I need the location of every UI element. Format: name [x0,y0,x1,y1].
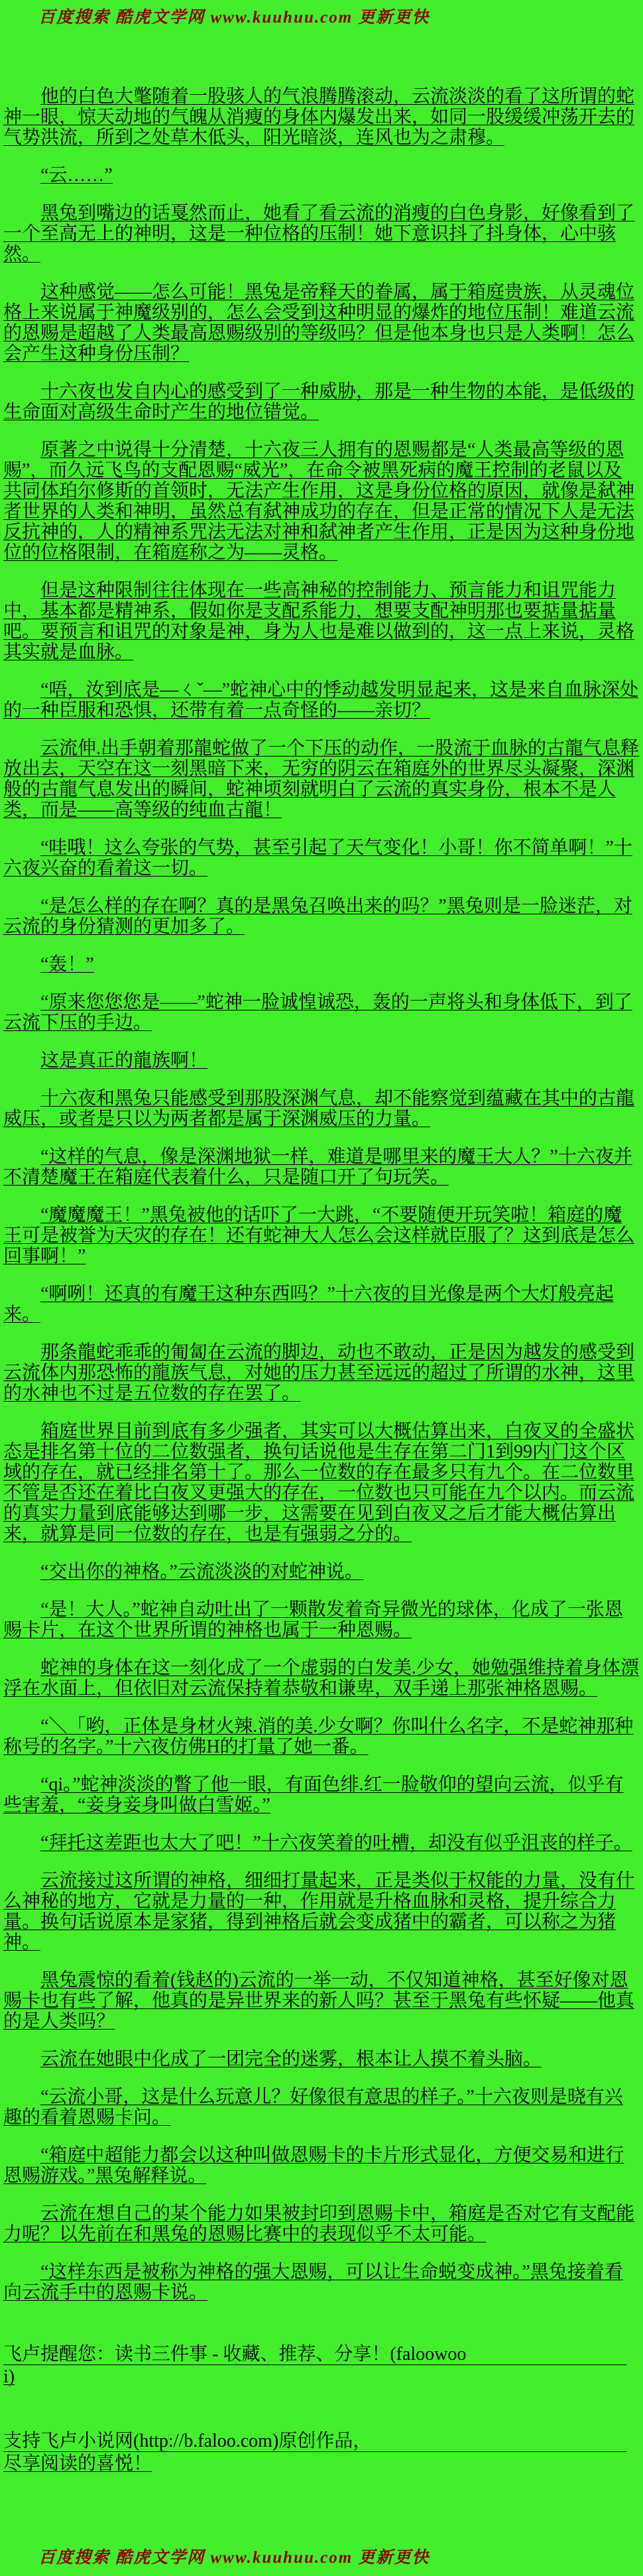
paragraph: 黑兔震惊的看着(钱赵的)云流的一举一动，不仅知道神格，甚至好像对恩赐卡也有些了解，他真的是异世界来的新人吗？甚至于黑兔有些怀疑——他真的是人类吗？ [3,1970,635,2032]
paragraph: “是！大人。”蛇神自动吐出了一颗散发着奇异微光的球体，化成了一张恩赐卡片，在这个世界所谓的神格也属于一种恩赐。 [3,1599,623,1640]
chapter-body [0,28,643,2327]
reading-reminder [3,2344,640,2388]
paragraph: 云流接过这所谓的神格，细细打量起来，正是类似于权能的力量，没有什么神秘的地方，它就是力量的一种，作用就是升格血脉和灵格，提升综合力量。换句话说原本是家猪，得到神格后就会变成猪中的霸者，可以称之为猪神。 [3,1871,635,1953]
paragraph: 但是这种限制往往体现在一些高神秘的控制能力、预言能力和诅咒能力中，基本都是精神系，假如你是支配系能力，想要支配神明那也要掂量掂量吧。要预言和诅咒的对象是神，身为人也是难以做到的，这一点上来说，灵格其实就是血脉。 [3,580,635,662]
paragraph: “轰！” [40,954,94,975]
publisher-notices [0,2327,643,2544]
paragraph: 这种感觉——怎么可能！黑兔是帝释天的眷属，属于箱庭贵族，从灵魂位格上来说属于神魔级别的，怎么会受到这种明显的爆炸的地位压制！难道云流的恩赐是超越了人类最高恩赐级别的等级吗？但是他本身也只是人类啊！怎么会产生这种身份压制？ [3,282,635,364]
paragraph: “唔，汝到底是—ㄑˇ—”蛇神心中的悸动越发明显起来，这是来自血脉深处的一种臣服和恐惧，还带有着一点奇怪的——亲切？ [3,680,639,721]
paragraph: 那条龍蛇乖乖的匍匐在云流的脚边，动也不敢动，正是因为越发的感受到云流体内那恐怖的龍族气息，对她的压力甚至远远的超过了所谓的水神，这里的水神也不过是五位数的存在罢了。 [3,1342,635,1404]
paragraph: 云流在她眼中化成了一团完全的迷雾，根本让人摸不着头脑。 [40,2049,542,2069]
paragraph: “qi。”蛇神淡淡的瞥了他一眼，有面色绯.红一脸敬仰的望向云流，似乎有些害羞，“妾身妾身叫做白雪姬。” [3,1774,624,1815]
paragraph: 箱庭世界目前到底有多少强者，其实可以大概估算出来，白夜叉的全盛状态是排名第十位的二位数强者，换句话说他是生存在第二门1到99内门这个区域的存在，就已经排名第十了。那么一位数的存在最多只有九个。在二位数里不管是否还在着比白夜叉更强大的存在，一位数也只可能在九个以内。而云流的真实力量到底能够达到哪一步，这需要在见到白夜叉之后才能大概估算出来，就算是同一位数的存在，也是有强弱之分的。 [3,1421,635,1544]
paragraph: “＼「哟，正体是身材火辣.消的美.少女啊？你叫什么名字，不是蛇神那种称号的名字。”十六夜仿佛H的打量了她一番。 [3,1716,634,1757]
paragraph: 原著之中说得十分清楚，十六夜三人拥有的恩赐都是“人类最高等级的恩赐”，而久远飞鸟的支配恩赐“威光”，在命令被黑死病的魔王控制的老鼠以及共同体珀尔修斯的首领时，无法产生作用，这是身份位格的原因，就像是弑神者世界的人类和神明，虽然总有弑神成功的存在，但是正常的情况下人是无法反抗神的，人的精神系咒法无法对神和弑神者产生作用，正是因为这种身份地位的位格限制，在箱庭称之为——灵格。 [3,440,635,563]
paragraph: “云……” [40,165,113,186]
paragraph: “交出你的神格。”云流淡淡的对蛇神说。 [40,1562,363,1582]
paragraph: “拜托这差距也太大了吧！”十六夜笑着的吐槽，却没有似乎沮丧的样子。 [40,1833,632,1853]
reminder-text-line-1: 飞卢提醒您：读书三件事 - 收藏、推荐、分享！(faloowoo [3,2344,626,2365]
paragraph: “原来您您您是——”蛇神一脸诚惶诚恐，轰的一声将头和身体低下，到了云流下压的手边。 [3,992,632,1033]
paragraph: “云流小哥，这是什么玩意儿？好像很有意思的样子。”十六夜则是晓有兴趣的看着恩赐卡问。 [3,2087,623,2128]
paragraph: 云流在想自己的某个能力如果被封印到恩赐卡中，箱庭是否对它有支配能力呢？以先前在和黑兔的恩赐比赛中的表现似乎不太可能。 [3,2203,635,2244]
paragraph: 十六夜也发自内心的感受到了一种威胁，那是一种生物的本能，是低级的生命面对高级生命时产生的地位错觉。 [3,381,635,422]
footer-promo-banner: 百度搜索 酷虎文学网 www.kuuhuu.com 更新更快 [38,2549,430,2567]
support-text-line-1: 支持飞卢小说网(http://b.faloo.com)原创作品， [3,2431,626,2452]
paragraph: “这样的气息，像是深渊地狱一样，难道是哪里来的魔王大人？”十六夜并不清楚魔王在箱庭代表着什么，只是随口开了句玩笑。 [3,1146,632,1188]
paragraph: 他的白色大氅随着一股骇人的气浪腾腾滚动，云流淡淡的看了这所谓的蛇神一眼，惊天动地的气魄从消瘦的身体内爆发出来，如同一股缓缓冲荡开去的气势洪流，所到之处草木低头，阳光暗淡，连风也为之肃穆。 [3,86,635,148]
paragraph: 十六夜和黑兔只能感受到那股深渊气息，却不能察觉到蕴藏在其中的古龍威压，或者是只以为两者都是属于深渊威压的力量。 [3,1088,635,1129]
paragraph: 这是真正的龍族啊！ [40,1050,208,1071]
paragraph: “魔魔魔王！”黑兔被他的话吓了一大跳，“不要随便开玩笑啦！箱庭的魔王可是被誉为天灾的存在！还有蛇神大人怎么会这样就臣服了？这到底是怎么回事啊！” [3,1205,635,1266]
support-notice [3,2431,640,2475]
paragraph: “是怎么样的存在啊？真的是黑兔召唤出来的吗？”黑兔则是一脸迷茫，对云流的身份猜测的更加多了。 [3,896,632,937]
paragraph: 云流伸.出手朝着那龍蛇做了一个下压的动作，一股流于血脉的古龍气息释放出去，天空在这一刻黑暗下来，无穷的阴云在箱庭外的世界尽头凝聚，深渊般的古龍气息发出的瞬间，蛇神顷刻就明白了云流的真实身份，根本不是人类，而是——高等级的纯血古龍！ [3,738,640,820]
reminder-text-line-2: i) [3,2366,15,2387]
paragraph: 蛇神的身体在这一刻化成了一个虚弱的白发美.少女，她勉强维持着身体漂浮在水面上，但依旧对云流保持着恭敬和谦卑，双手递上那张神格恩赐。 [3,1658,640,1699]
paragraph: “箱庭中超能力都会以这种叫做恩赐卡的卡片形式显化，方便交易和进行恩赐游戏。”黑兔解释说。 [3,2145,624,2186]
paragraph: 黑兔到嘴边的话戛然而止，她看了看云流的消瘦的白色身影，好像看到了一个至高无上的神明，这是一种位格的压制！她下意识抖了抖身体，心中骇然。 [3,203,635,265]
paragraph: “哇哦！这么夸张的气势，甚至引起了天气变化！小哥！你不简单啊！”十六夜兴奋的看着这一切。 [3,837,632,879]
paragraph: “啊咧！还真的有魔王这种东西吗？”十六夜的目光像是两个大灯般亮起来。 [3,1284,614,1325]
paragraph: “这样东西是被称为神格的强大恩赐，可以让生命蜕变成神。”黑兔接着看向云流手中的恩赐卡说。 [3,2262,623,2303]
paragraph-list [3,86,640,2303]
support-text-line-2: 尽享阅读的喜悦！ [3,2453,152,2474]
header-promo-banner: 百度搜索 酷虎文学网 www.kuuhuu.com 更新更快 [38,9,430,27]
